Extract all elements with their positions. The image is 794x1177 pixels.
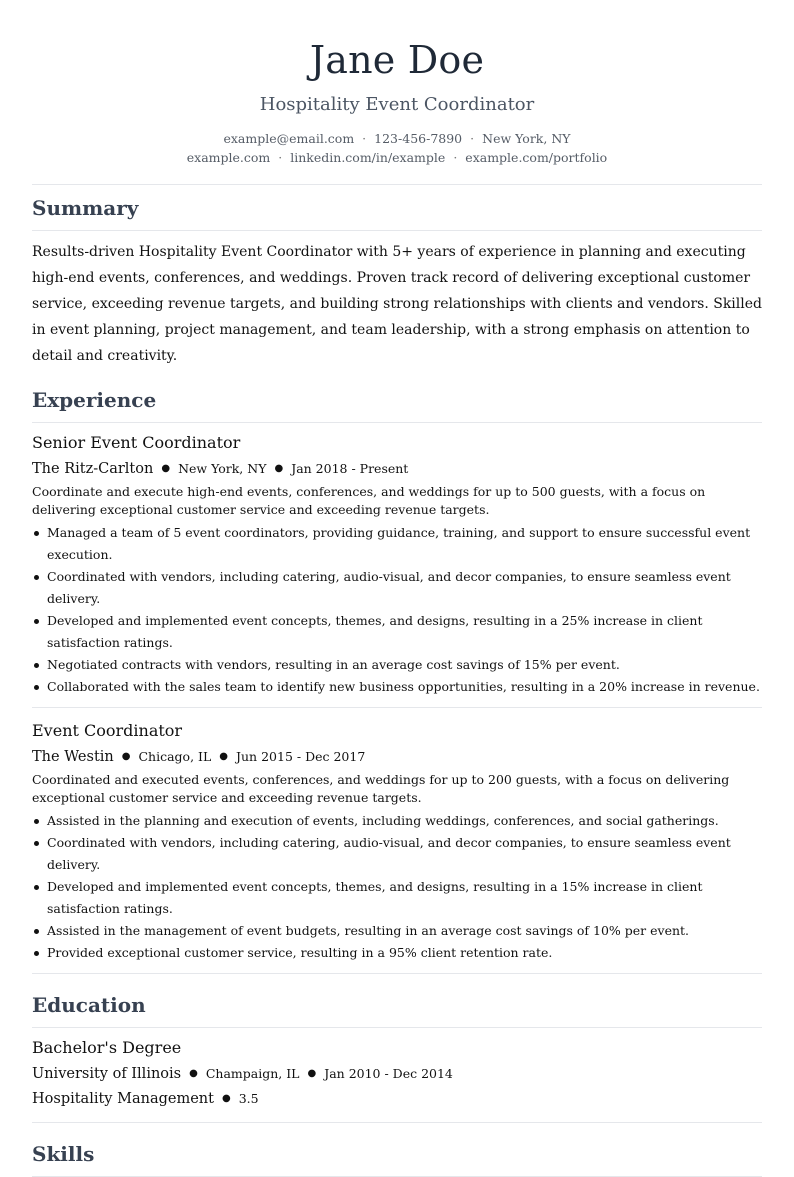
field-meta <box>32 1089 762 1109</box>
resume-page <box>32 0 762 1177</box>
job-title: Senior Event Coordinator <box>32 433 241 452</box>
job-description: Coordinated and executed events, conferences, and weddings for up to 200 guests, with a focus on delivering exceptional customer service and exceeding revenue targets. <box>32 772 730 805</box>
job-entry <box>32 708 762 964</box>
summary-section <box>32 185 762 369</box>
portfolio-link[interactable]: example.com/portfolio <box>465 150 608 165</box>
list-item: Assisted in the management of event budgets, resulting in an average cost savings of 10% per event. <box>32 920 762 942</box>
section-heading-experience: Experience <box>32 388 157 412</box>
section-heading-skills: Skills <box>32 1142 95 1166</box>
list-item: Coordinated with vendors, including catering, audio-visual, and decor companies, to ensure seamless event delivery. <box>32 832 762 876</box>
education-entry <box>32 1028 762 1109</box>
school-name: University of Illinois <box>32 1066 182 1082</box>
email-link[interactable]: example@email.com <box>223 131 355 146</box>
contact-line-2 <box>32 148 762 167</box>
list-item: Coordinated with vendors, including catering, audio-visual, and decor companies, to ensure seamless event delivery. <box>32 566 762 610</box>
gpa: 3.5 <box>238 1091 259 1106</box>
summary-text: Results-driven Hospitality Event Coordinator with 5+ years of experience in planning and executing high-end events, conferences, and weddings. Proven track record of delivering exceptional customer service, exceeding revenue targets, and building strong relationships with clients and vendors. Skilled in event planning, project management, and team leadership, with a strong emphasis on attention to detail and creativity. <box>32 244 762 364</box>
list-item: Managed a team of 5 event coordinators, providing guidance, training, and support to ensure successful event execution. <box>32 522 762 566</box>
job-dates: Jun 2015 - Dec 2017 <box>236 749 366 764</box>
bullet-separator: ● <box>219 751 228 762</box>
school-meta <box>32 1064 762 1084</box>
company-name: The Westin <box>32 749 114 765</box>
divider <box>32 973 762 974</box>
job-title: Event Coordinator <box>32 721 183 740</box>
job-bullets <box>32 522 762 698</box>
website-link[interactable]: example.com <box>186 150 271 165</box>
list-item: Developed and implemented event concepts, themes, and designs, resulting in a 15% increase in client satisfaction ratings. <box>32 876 762 920</box>
section-heading-education: Education <box>32 993 146 1017</box>
company-name: The Ritz-Carlton <box>32 461 154 477</box>
job-bullets <box>32 810 762 964</box>
job-location: New York, NY <box>178 461 267 476</box>
job-dates: Jan 2018 - Present <box>291 461 409 476</box>
divider <box>32 230 762 231</box>
list-item: Collaborated with the sales team to identify new business opportunities, resulting in a 20% increase in revenue. <box>32 676 762 698</box>
school-dates: Jan 2010 - Dec 2014 <box>324 1066 453 1081</box>
field-of-study: Hospitality Management <box>32 1091 214 1107</box>
job-entry <box>32 423 762 698</box>
job-meta <box>32 459 762 479</box>
list-item: Developed and implemented event concepts, themes, and designs, resulting in a 25% increase in client satisfaction ratings. <box>32 610 762 654</box>
separator: · <box>278 150 283 165</box>
skills-section <box>32 1131 762 1177</box>
job-meta <box>32 747 762 767</box>
separator: · <box>453 150 458 165</box>
contact-info <box>32 129 762 167</box>
separator: · <box>470 131 475 146</box>
job-location: Chicago, IL <box>138 749 212 764</box>
job-description: Coordinate and execute high-end events, conferences, and weddings for up to 500 guests, with a focus on delivering exceptional customer service and exceeding revenue targets. <box>32 484 706 517</box>
bullet-separator: ● <box>274 463 284 474</box>
bullet-separator: ● <box>161 463 171 474</box>
candidate-title: Hospitality Event Coordinator <box>259 94 535 115</box>
resume-header <box>32 38 762 167</box>
school-location: Champaign, IL <box>205 1066 300 1081</box>
bullet-separator: ● <box>307 1068 317 1079</box>
phone-number: 123-456-7890 <box>374 131 463 146</box>
list-item: Assisted in the planning and execution of events, including weddings, conferences, and social gatherings. <box>32 810 762 832</box>
bullet-separator: ● <box>221 1093 231 1104</box>
section-heading-summary: Summary <box>32 196 139 220</box>
location: New York, NY <box>482 131 571 146</box>
contact-line-1 <box>32 129 762 148</box>
bullet-separator: ● <box>189 1068 198 1079</box>
bullet-separator: ● <box>121 751 131 762</box>
separator: · <box>362 131 367 146</box>
degree: Bachelor's Degree <box>32 1038 182 1057</box>
list-item: Provided exceptional customer service, resulting in a 95% client retention rate. <box>32 942 762 964</box>
experience-section <box>32 377 762 974</box>
list-item: Negotiated contracts with vendors, resulting in an average cost savings of 15% per event. <box>32 654 762 676</box>
candidate-name: Jane Doe <box>309 38 485 82</box>
linkedin-link[interactable]: linkedin.com/in/example <box>290 150 446 165</box>
education-section <box>32 982 762 1123</box>
